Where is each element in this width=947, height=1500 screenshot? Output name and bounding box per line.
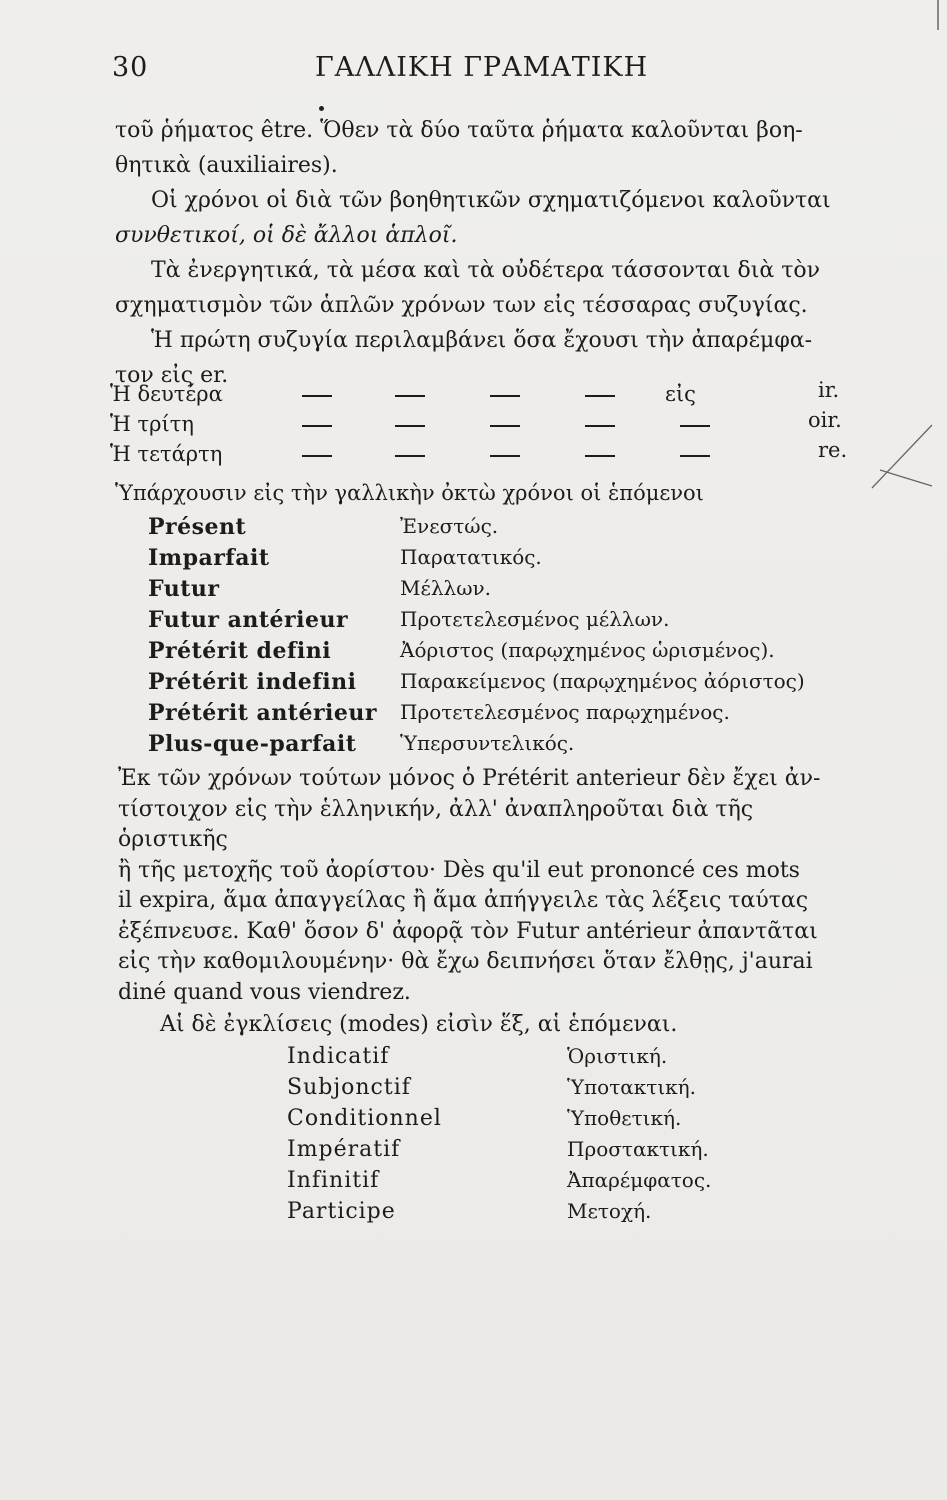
mode-greek: Ὑποθετική.	[567, 1106, 682, 1130]
modes-intro: Αἱ δὲ ἐγκλίσεις (modes) εἰσὶν ἕξ, αἱ ἑπόμεναι.	[160, 1012, 678, 1037]
tense-row	[148, 731, 848, 762]
text-line: τον εἰς er.	[115, 363, 229, 388]
tenses-intro: Ὑπάρχουσιν εἰς τὴν γαλλικὴν ὀκτὼ χρόνοι οἱ ἑπόμενοι	[115, 481, 704, 505]
tense-french: Prétérit indefini	[148, 669, 357, 695]
tense-french: Futur antérieur	[148, 607, 349, 633]
running-title: ΓΑΛΛΙΚΗ ΓΡΑΜΑΤΙΚΗ	[315, 52, 649, 83]
ditto-dash	[680, 455, 710, 457]
conjugation-row	[110, 438, 855, 472]
tense-greek: Προτετελεσμένος μέλλων.	[400, 607, 670, 631]
ditto-dash	[585, 395, 615, 397]
text-line: σχηματισμὸν τῶν ἁπλῶν χρόνων των εἰς τέσσαρας συζυγίας.	[115, 293, 808, 318]
text-line: θητικὰ (auxiliaires).	[115, 153, 338, 178]
tense-french: Plus-que-parfait	[148, 731, 357, 757]
ditto-dash	[490, 455, 520, 457]
ditto-dash	[395, 455, 425, 457]
tense-row	[148, 700, 848, 731]
conjugation-prefix: εἰς	[665, 382, 696, 406]
tenses-list	[148, 514, 848, 762]
tense-row	[148, 576, 848, 607]
conjugation-label: Ἡ τετάρτη	[110, 442, 223, 466]
tense-french: Futur	[148, 576, 220, 602]
intro-paragraphs	[115, 113, 850, 393]
mode-greek: Ὑποτακτική.	[567, 1075, 697, 1099]
text-line: ἐξέπνευσε. Καθ' ὅσον δ' ἀφορᾷ τὸν Futur antérieur ἀπαντᾶται	[118, 918, 818, 944]
ditto-dash	[302, 455, 332, 457]
page-edge-mark	[937, 0, 939, 30]
tense-french: Imparfait	[148, 545, 270, 571]
tense-greek: Ἀόριστος (παρῳχημένος ὡρισμένος).	[400, 638, 775, 662]
ink-dot	[319, 106, 324, 111]
mode-french: Subjonctif	[287, 1075, 411, 1100]
ditto-dash	[490, 395, 520, 397]
text-line: il expira, ἅμα ἀπαγγείλας ἢ ἅμα ἀπήγγειλε τὰς λέξεις ταύτας	[118, 888, 809, 913]
pencil-mark	[862, 420, 937, 490]
tense-greek: Μέλλων.	[400, 576, 492, 600]
conjugation-ending: ir.	[818, 378, 840, 402]
text-line: Οἱ χρόνοι οἱ διὰ τῶν βοηθητικῶν σχηματιζόμενοι καλοῦνται	[151, 188, 831, 213]
mode-row	[287, 1075, 847, 1106]
conjugation-row	[110, 408, 855, 442]
conjugation-ending: oir.	[808, 408, 842, 432]
modes-list	[287, 1044, 847, 1230]
conjugation-row	[110, 378, 855, 412]
mode-row	[287, 1106, 847, 1137]
mode-greek: Προστακτική.	[567, 1137, 709, 1161]
mode-row	[287, 1137, 847, 1168]
tense-french: Présent	[148, 514, 247, 540]
ditto-dash	[585, 425, 615, 427]
text-line: Ἐκ τῶν χρόνων τούτων μόνος ὁ Prétérit anterieur δὲν ἔχει ἀν-	[118, 766, 821, 791]
text-line: εἰς τὴν καθομιλουμένην· θὰ ἔχω δειπνήσει ὅταν ἔλθῃς, j'aurai	[118, 949, 813, 974]
prétérit-paragraph	[118, 764, 850, 1008]
text-line: συνθετικοί, οἱ δὲ ἄλλοι ἁπλοῖ.	[115, 223, 458, 248]
ditto-dash	[680, 425, 710, 427]
conjugation-label: Ἡ δευτέρα	[110, 382, 223, 406]
page-number: 30	[112, 52, 149, 83]
text-line: ἢ τῆς μετοχῆς τοῦ ἀορίστου· Dès qu'il eut prononcé ces mots	[118, 857, 800, 883]
mode-row	[287, 1199, 847, 1230]
text-line: Ἡ πρώτη συζυγία περιλαμβάνει ὅσα ἔχουσι τὴν ἀπαρέμφα-	[151, 328, 813, 353]
mode-french: Indicatif	[287, 1044, 390, 1069]
text-line: Τὰ ἐνεργητικά, τὰ μέσα καὶ τὰ οὐδέτερα τάσσονται διὰ τὸν	[151, 258, 821, 283]
mode-french: Conditionnel	[287, 1106, 442, 1131]
mode-french: Impératif	[287, 1137, 401, 1162]
tense-french: Prétérit defini	[148, 638, 332, 664]
page-header	[0, 52, 947, 92]
text-line: diné quand vous viendrez.	[118, 979, 411, 1005]
ditto-dash	[395, 425, 425, 427]
mode-greek: Ὁριστική.	[567, 1044, 668, 1068]
mode-greek: Μετοχή.	[567, 1199, 652, 1223]
tense-row	[148, 514, 848, 545]
ditto-dash	[490, 425, 520, 427]
tense-greek: Προτετελεσμένος παρῳχημένος.	[400, 700, 730, 724]
tense-row	[148, 545, 848, 576]
conjugation-ending: re.	[818, 438, 848, 462]
mode-row	[287, 1168, 847, 1199]
ditto-dash	[395, 395, 425, 397]
text-line: τοῦ ῥήματος être. Ὅθεν τὰ δύο ταῦτα ῥήματα καλοῦνται βοη-	[115, 118, 803, 143]
ditto-dash	[585, 455, 615, 457]
tense-row	[148, 607, 848, 638]
mode-french: Infinitif	[287, 1168, 380, 1193]
tense-greek: Ὑπερσυντελικός.	[400, 731, 575, 755]
text-line: τίστοιχον εἰς τὴν ἑλληνικήν, ἀλλ' ἀναπληροῦται διὰ τῆς ὁριστικῆς	[118, 796, 754, 852]
tense-french: Prétérit antérieur	[148, 700, 377, 726]
mode-greek: Ἀπαρέμφατος.	[567, 1168, 712, 1192]
conjugation-label: Ἡ τρίτη	[110, 412, 194, 436]
mode-row	[287, 1044, 847, 1075]
conjugation-list	[110, 378, 855, 472]
ditto-dash	[302, 395, 332, 397]
tense-row	[148, 638, 848, 669]
tense-greek: Παρατατικός.	[400, 545, 542, 569]
tense-row	[148, 669, 848, 700]
ditto-dash	[302, 425, 332, 427]
tense-greek: Ἐνεστώς.	[400, 514, 499, 538]
tense-greek: Παρακείμενος (παρῳχημένος ἀόριστος)	[400, 669, 805, 693]
mode-french: Participe	[287, 1199, 396, 1224]
